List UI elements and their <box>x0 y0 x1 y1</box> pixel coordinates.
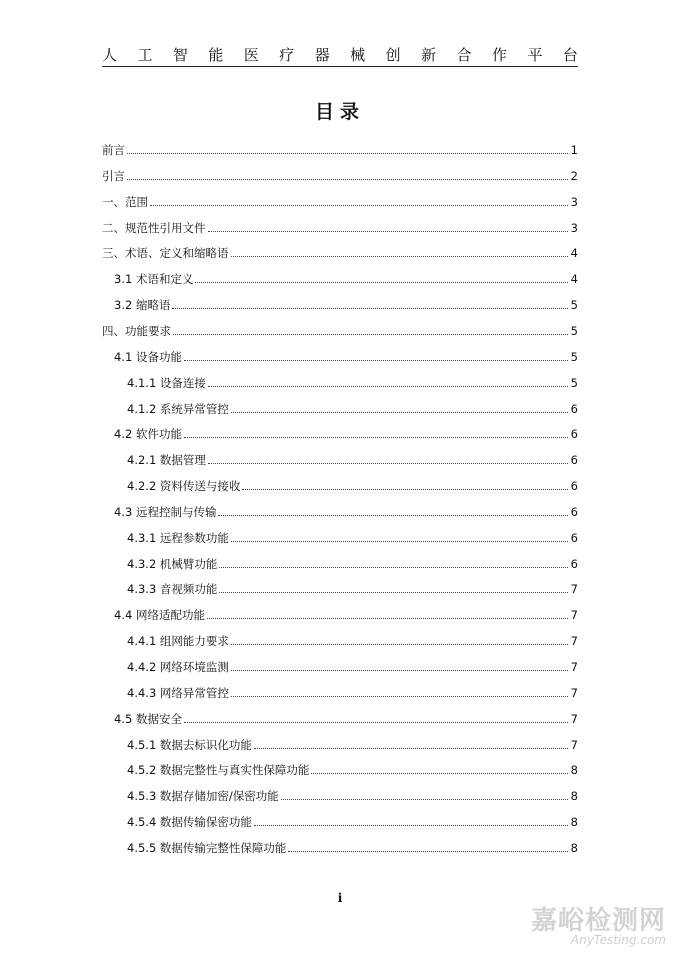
header-char: 械 <box>350 46 366 64</box>
header-rule <box>102 66 578 67</box>
toc-leader-dots <box>184 722 568 723</box>
toc-leader-dots <box>127 153 568 154</box>
toc-leader-dots <box>288 851 567 852</box>
header-char: 平 <box>527 46 543 64</box>
running-header <box>102 44 578 65</box>
toc-leader-dots <box>172 308 567 309</box>
toc-entry-label: 4.4 网络适配功能 <box>114 608 205 623</box>
header-char: 作 <box>491 46 507 64</box>
toc-entry[interactable] <box>127 682 578 700</box>
toc-entry-page: 6 <box>570 453 578 468</box>
toc-entry[interactable] <box>127 372 578 390</box>
toc-entry-page: 5 <box>570 298 578 313</box>
toc-entry[interactable] <box>102 320 578 338</box>
toc-entry-page: 7 <box>570 711 578 726</box>
toc-leader-dots <box>242 489 567 490</box>
toc-entry-label: 3.1 术语和定义 <box>114 272 194 287</box>
toc-entry-label: 前言 <box>102 143 125 157</box>
toc-entry-label: 3.2 缩略语 <box>114 298 171 313</box>
toc-entry-label: 4.5.3 数据存储加密/保密功能 <box>127 789 279 804</box>
toc-entry-page: 3 <box>570 194 578 209</box>
page-title: 目录 <box>314 101 365 123</box>
toc-entry-label: 4.4.2 网络环境监测 <box>127 660 229 674</box>
toc-leader-dots <box>173 334 568 335</box>
toc-entry-page: 6 <box>570 556 578 571</box>
toc-entry-page: 2 <box>570 168 578 183</box>
toc-entry[interactable] <box>114 294 578 312</box>
toc-leader-dots <box>208 463 568 464</box>
toc-entry-page: 8 <box>570 815 578 830</box>
toc-leader-dots <box>231 696 568 697</box>
toc-leader-dots <box>219 567 567 568</box>
toc-entry[interactable] <box>114 604 578 622</box>
toc-entry-label: 4.3 远程控制与传输 <box>114 504 217 519</box>
toc-entry-label: 4.3.1 远程参数功能 <box>127 530 229 545</box>
toc-entry[interactable] <box>114 268 578 286</box>
toc-entry-page: 6 <box>570 401 578 416</box>
toc-entry-label: 4.1.2 系统异常管控 <box>127 401 229 416</box>
toc-entry[interactable] <box>127 759 578 777</box>
header-char: 创 <box>385 46 401 64</box>
toc-entry-label: 4.2.1 数据管理 <box>127 453 206 468</box>
toc-entry-page: 5 <box>570 349 578 364</box>
header-char: 能 <box>208 46 224 64</box>
toc-entry[interactable] <box>127 656 578 674</box>
header-char: 器 <box>314 46 330 64</box>
header-char: 医 <box>243 46 259 64</box>
toc-entry[interactable] <box>102 217 578 235</box>
toc-entry[interactable] <box>127 578 578 596</box>
header-char: 工 <box>137 46 153 64</box>
header-char: 合 <box>456 46 472 64</box>
toc-leader-dots <box>231 256 568 257</box>
toc-entry-label: 4.5.5 数据传输完整性保障功能 <box>127 840 287 855</box>
toc-entry-page: 3 <box>570 220 578 235</box>
toc-entry-page: 1 <box>570 143 578 157</box>
toc-entry-label: 一、范围 <box>102 194 148 209</box>
toc-leader-dots <box>184 437 568 438</box>
toc-entry-page: 5 <box>570 323 578 338</box>
toc-entry-page: 5 <box>570 375 578 390</box>
toc-entry[interactable] <box>127 398 578 416</box>
toc-leader-dots <box>208 386 568 387</box>
toc-leader-dots <box>150 205 568 206</box>
toc-entry-label: 4.3.3 音视频功能 <box>127 582 218 597</box>
toc-leader-dots <box>219 592 567 593</box>
toc-entry[interactable] <box>102 165 578 183</box>
header-char: 智 <box>172 46 188 64</box>
toc-entry-page: 8 <box>570 789 578 804</box>
toc-entry-label: 4.5 数据安全 <box>114 711 182 726</box>
toc-entry-page: 7 <box>570 737 578 752</box>
toc-entry-page: 8 <box>570 763 578 778</box>
header-char: 台 <box>562 46 578 64</box>
toc-entry-label: 4.2 软件功能 <box>114 427 182 442</box>
toc-leader-dots <box>195 282 567 283</box>
watermark-logo <box>531 900 666 947</box>
toc-entry[interactable] <box>127 475 578 493</box>
toc-entry[interactable] <box>127 785 578 803</box>
toc-entry-label: 4.5.1 数据去标识化功能 <box>127 737 252 752</box>
toc-entry[interactable] <box>102 242 578 260</box>
toc-leader-dots <box>231 644 568 645</box>
toc-entry[interactable] <box>127 811 578 829</box>
toc-leader-dots <box>281 799 568 800</box>
toc-entry-label: 4.4.1 组网能力要求 <box>127 634 229 649</box>
toc-entry-label: 4.1.1 设备连接 <box>127 375 206 390</box>
toc-entry[interactable] <box>127 449 578 467</box>
toc-entry[interactable] <box>127 734 578 752</box>
toc-entry[interactable] <box>114 423 578 441</box>
page-number: i <box>337 891 343 905</box>
toc-entry-page: 4 <box>570 246 578 261</box>
toc-entry-page: 6 <box>570 479 578 494</box>
toc-leader-dots <box>231 412 568 413</box>
toc-entry[interactable] <box>127 837 578 855</box>
toc-entry-page: 6 <box>570 504 578 519</box>
toc-entry-page: 6 <box>570 427 578 442</box>
toc-entry-label: 引言 <box>102 168 125 183</box>
toc-entry-label: 4.5.2 数据完整性与真实性保障功能 <box>127 763 310 778</box>
toc-entry[interactable] <box>102 191 578 209</box>
toc-leader-dots <box>208 231 568 232</box>
header-char: 人 <box>102 46 118 64</box>
toc-entry-label: 4.1 设备功能 <box>114 349 182 364</box>
toc-leader-dots <box>254 748 568 749</box>
toc-leader-dots <box>207 618 568 619</box>
toc-entry-label: 4.2.2 资料传送与接收 <box>127 479 241 494</box>
watermark-text-en: AnyTesting.com <box>570 933 666 947</box>
toc-entry-label: 4.4.3 网络异常管控 <box>127 685 229 700</box>
toc-entry[interactable] <box>127 553 578 571</box>
toc-entry-page: 7 <box>570 660 578 674</box>
toc-entry[interactable] <box>102 139 578 157</box>
toc-entry-page: 7 <box>570 582 578 597</box>
toc-leader-dots <box>127 179 568 180</box>
header-char: 疗 <box>279 46 295 64</box>
toc-entry-page: 7 <box>570 634 578 649</box>
toc-entry[interactable] <box>114 346 578 364</box>
toc-leader-dots <box>231 670 568 671</box>
toc-entry[interactable] <box>114 708 578 726</box>
toc-leader-dots <box>231 541 568 542</box>
toc-leader-dots <box>311 773 567 774</box>
toc-entry[interactable] <box>127 630 578 648</box>
toc-entry-label: 三、术语、定义和缩略语 <box>102 246 229 261</box>
toc-entry-page: 7 <box>570 685 578 700</box>
toc-entry-label: 二、规范性引用文件 <box>102 220 206 235</box>
toc-leader-dots <box>254 825 568 826</box>
toc-entry-page: 6 <box>570 530 578 545</box>
toc-entry-label: 4.5.4 数据传输保密功能 <box>127 815 252 830</box>
toc-leader-dots <box>218 515 567 516</box>
toc-entry-page: 8 <box>570 840 578 855</box>
watermark-text-cn: 嘉峪检测网 <box>530 906 666 936</box>
toc-entry[interactable] <box>127 527 578 545</box>
toc-entry[interactable] <box>114 501 578 519</box>
header-char: 新 <box>421 46 437 64</box>
toc-entry-page: 7 <box>570 608 578 623</box>
toc-entry-label: 四、功能要求 <box>102 323 171 338</box>
toc-leader-dots <box>184 360 568 361</box>
toc-entry-page: 4 <box>570 272 578 287</box>
toc-entry-label: 4.3.2 机械臂功能 <box>127 556 218 571</box>
